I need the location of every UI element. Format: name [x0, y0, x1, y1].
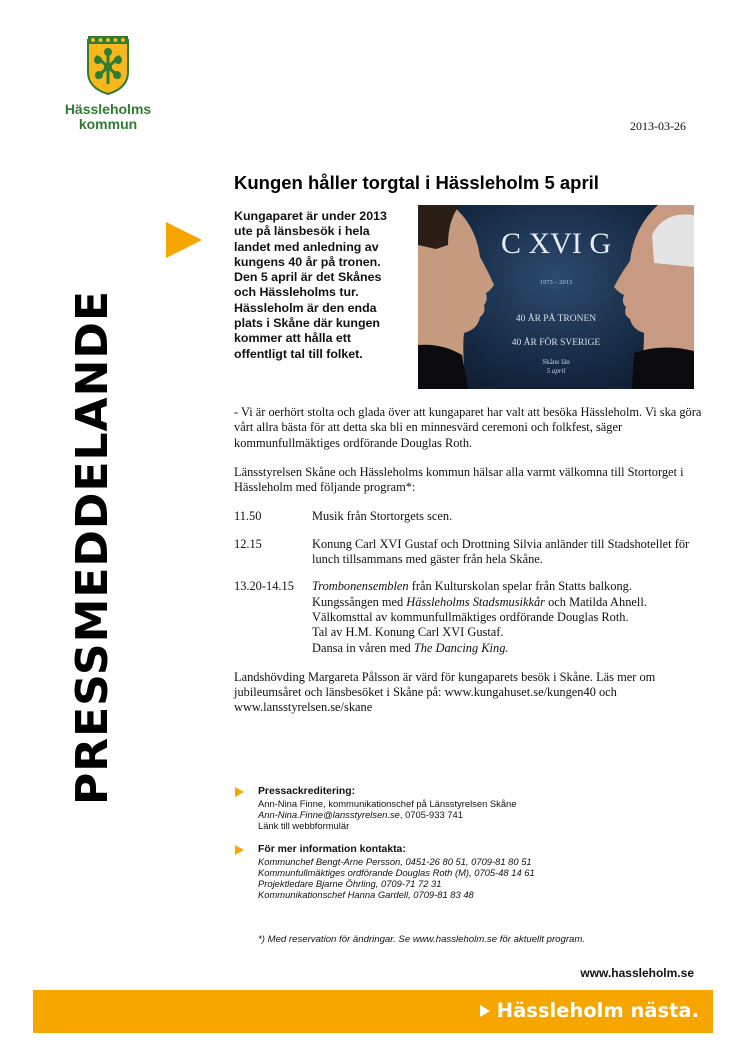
- lead-line: landet med anledning av: [234, 239, 379, 254]
- dance-name: The Dancing King.: [413, 640, 509, 655]
- lead-line: offentligt tal till folket.: [234, 346, 363, 361]
- press-email-link[interactable]: Ann-Nina.Finne@lansstyrelsen.se: [258, 809, 400, 821]
- logo-name-line1: Hässleholms: [64, 101, 152, 117]
- lead-line: ute på länsbesök i hela: [234, 224, 370, 239]
- lead-line: och Hässleholms tur.: [234, 285, 359, 300]
- coat-of-arms-icon: [85, 34, 131, 96]
- photo-caption-date: 5 april: [546, 367, 566, 375]
- photo-caption-1: 40 ÅR PÅ TRONEN: [515, 314, 597, 324]
- lead-line: plats i Skåne där kungen: [234, 316, 380, 331]
- lead-paragraph: [234, 209, 410, 362]
- press-contact: Ann-Nina Finne, kommunikationschef på Länsstyrelsen Skåne: [258, 798, 517, 809]
- program-line: [312, 579, 704, 594]
- photo-caption-3: [418, 358, 694, 376]
- info-contact: Projektledare Bjarne Öhrling, 0709-71 72 31: [258, 878, 442, 890]
- program-item: [234, 537, 704, 568]
- press-accreditation: [234, 786, 694, 832]
- info-contact: Kommunchef Bengt-Arne Persson, 0451-26 80 51, 0709-81 80 51: [258, 855, 532, 867]
- press-phone: , 0705-933 741: [399, 809, 463, 821]
- program-time: 11.50: [234, 509, 262, 524]
- slogan-arrow-icon: [480, 1005, 490, 1017]
- program-text: Kungssången med: [312, 594, 407, 609]
- lead-line: Kungaparet är under 2013: [234, 209, 387, 223]
- web-form-link[interactable]: Länk till webbformulär: [258, 820, 350, 832]
- photo-years: 1973 – 2013: [539, 279, 573, 286]
- municipality-logo: [64, 34, 152, 132]
- contacts-section: [234, 786, 694, 912]
- program-line: [312, 641, 704, 656]
- program-text: från Kulturskolan spelar från Statts balkong.: [408, 579, 632, 594]
- photo-monogram: C XVI G: [501, 227, 611, 260]
- slogan-text: Hässleholm nästa.: [496, 999, 699, 1022]
- lead-line: Hässleholm är den enda: [234, 300, 377, 315]
- lead-line: kommer att hålla ett: [234, 331, 352, 346]
- headline: Kungen håller torgtal i Hässleholm 5 april: [234, 172, 599, 193]
- lead-line: Den 5 april är det Skånes: [234, 270, 382, 285]
- program-time: 12.15: [234, 536, 262, 551]
- photo-caption-2: 40 ÅR FÖR SVERIGE: [511, 338, 601, 348]
- program-text: Dansa in våren med: [312, 640, 414, 655]
- press-contact-line: [258, 809, 694, 820]
- program-desc: Konung Carl XVI Gustaf och Drottning Silvia anländer till Stadshotellet för lunch tillsammans med gäster från hela Skåne.: [312, 536, 690, 567]
- band-name: Hässleholms Stadsmusikkår: [406, 594, 546, 609]
- bullet-arrow-icon: [235, 845, 244, 855]
- footnote: *) Med reservation för ändringar. Se www.hassleholm.se för aktuellt program.: [258, 934, 586, 945]
- host-paragraph: Landshövding Margareta Pålsson är värd för kungaparets besök i Skåne. Läs mer om jubileumsåret och länsbesöket i Skåne på: www.kungahuset.se/kungen40 och www.lansstyrelsen.se/skane: [234, 669, 656, 715]
- info-contact: Kommunfullmäktiges ordförande Douglas Roth (M), 0705-48 14 61: [258, 866, 535, 878]
- program-desc: Musik från Stortorgets scen.: [312, 509, 453, 524]
- program-item: [234, 579, 704, 655]
- program-line: Välkomsttal av kommunfullmäktiges ordförande Douglas Roth.: [312, 609, 629, 624]
- jubilee-photo: [418, 205, 694, 389]
- program-line: [312, 595, 704, 610]
- date: 2013-03-26: [630, 119, 686, 133]
- photo-caption-region: Skåne län: [542, 358, 570, 366]
- program-item: [234, 509, 704, 524]
- logo-name-line2: kommun: [78, 116, 138, 132]
- info-heading: För mer information kontakta:: [258, 843, 406, 855]
- press-heading: Pressackreditering:: [258, 786, 356, 797]
- ensemble-name: Trombonensemblen: [312, 579, 409, 594]
- slogan: [480, 999, 699, 1022]
- program-text: och Matilda Ahnell.: [545, 594, 647, 609]
- footer-band: [33, 990, 713, 1033]
- vertical-title: [62, 232, 124, 862]
- article-body: [234, 405, 704, 730]
- quote-paragraph: - Vi är oerhört stolta och glada över att kungaparet har valt att besöka Hässleholm. Vi ska göra vårt allra bästa för att detta ska bli en minnesvärd ceremoni och folkfest, säger kommunfullmäktiges ordförande Douglas Roth.: [234, 405, 702, 450]
- lead-line: kungens 40 år på tronen.: [234, 254, 381, 269]
- more-info: [234, 844, 694, 901]
- bullet-arrow-icon: [235, 787, 244, 797]
- info-contact: Kommunikationschef Hanna Gardell, 0709-81 83 48: [258, 889, 474, 901]
- website-link[interactable]: www.hassleholm.se: [580, 966, 694, 980]
- vertical-title-text: PRESSMEDDELANDE: [67, 289, 119, 805]
- program-desc: [312, 579, 704, 655]
- program-line: Tal av H.M. Konung Carl XVI Gustaf.: [312, 625, 504, 640]
- orange-arrow-icon: [166, 222, 202, 258]
- program-time: 13.20-14.15: [234, 579, 294, 594]
- welcome-paragraph: Länsstyrelsen Skåne och Hässleholms kommun hälsar alla varmt välkomna till Stortorget i Hässleholm med följande program*:: [234, 464, 684, 495]
